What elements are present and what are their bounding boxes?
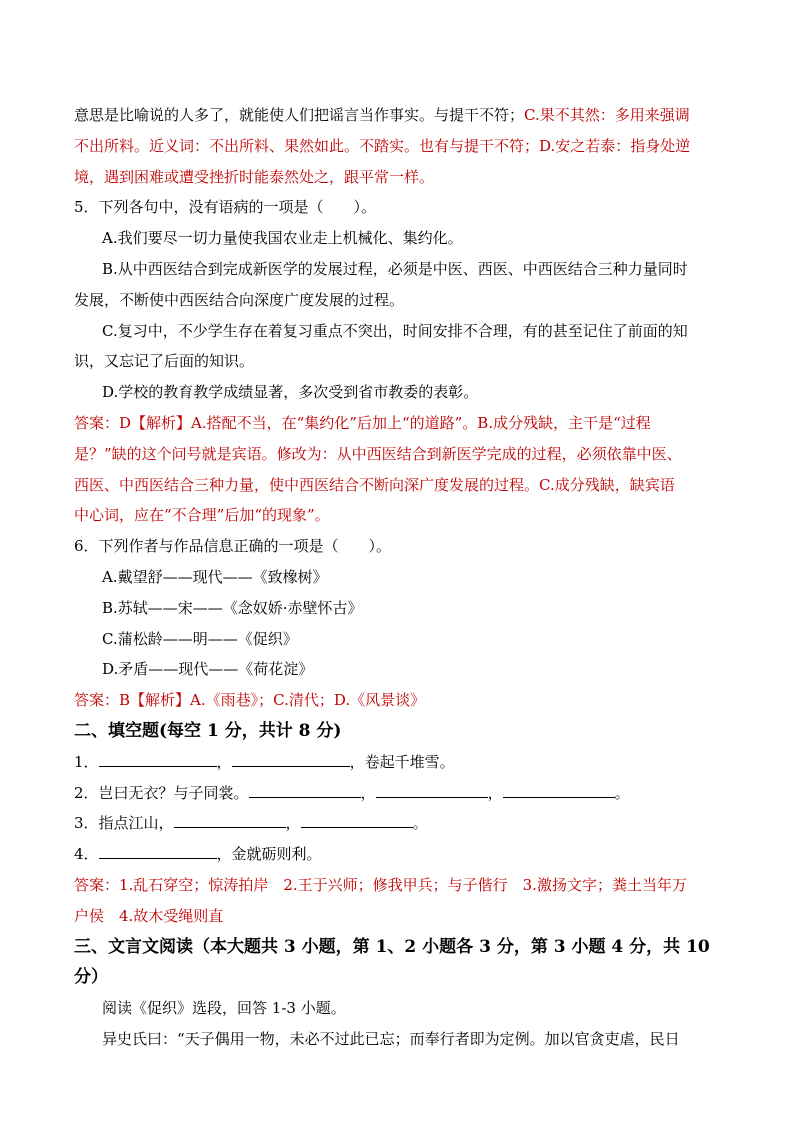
q5-answer-cont-2: 西医、中西医结合三种力量，使中西医结合不断向深广度发展的过程。C.成分残缺，缺宾语 [74,475,675,494]
q4-explanation-line-3: 境，遇到困难或遭受挫折时能泰然处之，跟平常一样。 [74,167,435,186]
q5-answer-cont-3: 中心词，应在“不合理”后加“的现象”。 [74,506,330,525]
q5-answer: 答案：D【解析】A.搭配不当，在“集约化”后加上“的道路”。B.成分残缺，主干是“过程 [74,413,651,432]
fill-item-2: 2．岂曰无衣？与子同裳。 ， ， 。 [74,783,630,802]
section-3-intro: 阅读《促织》选段，回答 1-3 小题。 [102,999,346,1018]
section-3-passage: 异史氏曰：“天子偶用一物，未必不过此已忘；而奉行者即为定例。加以官贪吏虐，民日 [102,1029,680,1048]
q6-option-d: D.矛盾——现代——《荷花淀》 [102,660,314,679]
section-2-answer: 答案：1.乱石穿空；惊涛拍岸 2.王于兴师；修我甲兵；与子偕行 3.激扬文字；粪土当年万 [74,875,687,894]
blank-4a[interactable] [99,844,217,859]
q4-explanation-line-2: 不出所料。近义词：不出所料、果然如此。不踏实。也有与提干不符；D.安之若泰：指身处逆 [74,136,691,155]
section-3-title-cont: 分） [74,967,108,988]
fill-item-4: 4． ，金就砺则利。 [74,845,322,864]
q5-option-c-cont: 识，又忘记了后面的知识。 [74,352,255,371]
blank-1b[interactable] [232,752,350,767]
q6-option-c: C.蒲松龄——明——《促织》 [102,629,298,648]
blank-2b[interactable] [376,783,488,798]
blank-3b[interactable] [301,813,413,828]
fill-item-3: 3．指点江山， ， 。 [74,814,428,833]
q5-option-a: A.我们要尽一切力量使我国农业走上机械化、集约化。 [102,229,463,248]
q5-answer-cont-1: 是？”缺的这个问号就是宾语。修改为：从中西医结合到新医学完成的过程，必须依靠中医、 [74,444,682,463]
q5-stem: 5．下列各句中，没有语病的一项是（ ）。 [74,198,377,217]
q5-option-d: D.学校的教育教学成绩显著，多次受到省市教委的表彰。 [102,383,479,402]
q6-option-a: A.戴望舒——现代——《致橡树》 [102,567,328,586]
q5-option-c: C.复习中，不少学生存在着复习重点不突出，时间安排不合理，有的甚至记住了前面的知 [102,321,688,340]
document-page [74,100,724,1055]
q6-option-b: B.苏轼——宋——《念奴娇·赤壁怀古》 [102,598,363,617]
q4-explanation-line-1: 意思是比喻说的人多了，就能使人们把谣言当作事实。与提干不符；C.果不其然：多用来强调 [74,106,690,124]
section-3-title: 三、文言文阅读（本大题共 3 小题，第 1、2 小题各 3 分，第 3 小题 4 分，共 10 [74,936,710,957]
blank-2c[interactable] [503,783,615,798]
blank-1a[interactable] [99,752,217,767]
q6-stem: 6．下列作者与作品信息正确的一项是（ ）。 [74,537,392,556]
blank-3a[interactable] [174,813,286,828]
q5-option-b-cont: 发展，不断使中西医结合向深度广度发展的过程。 [74,290,405,309]
q6-answer: 答案：B【解析】A.《雨巷》；C.清代；D.《风景谈》 [74,691,426,710]
fill-item-1: 1． ， ，卷起千堆雪。 [74,752,455,771]
q5-option-b: B.从中西医结合到完成新医学的发展过程，必须是中医、西医、中西医结合三种力量同时 [102,259,688,278]
blank-2a[interactable] [249,783,361,798]
section-2-title: 二、填空题(每空 1 分，共计 8 分) [74,720,342,741]
section-2-answer-cont: 户侯 4.故木受绳则直 [74,906,224,925]
